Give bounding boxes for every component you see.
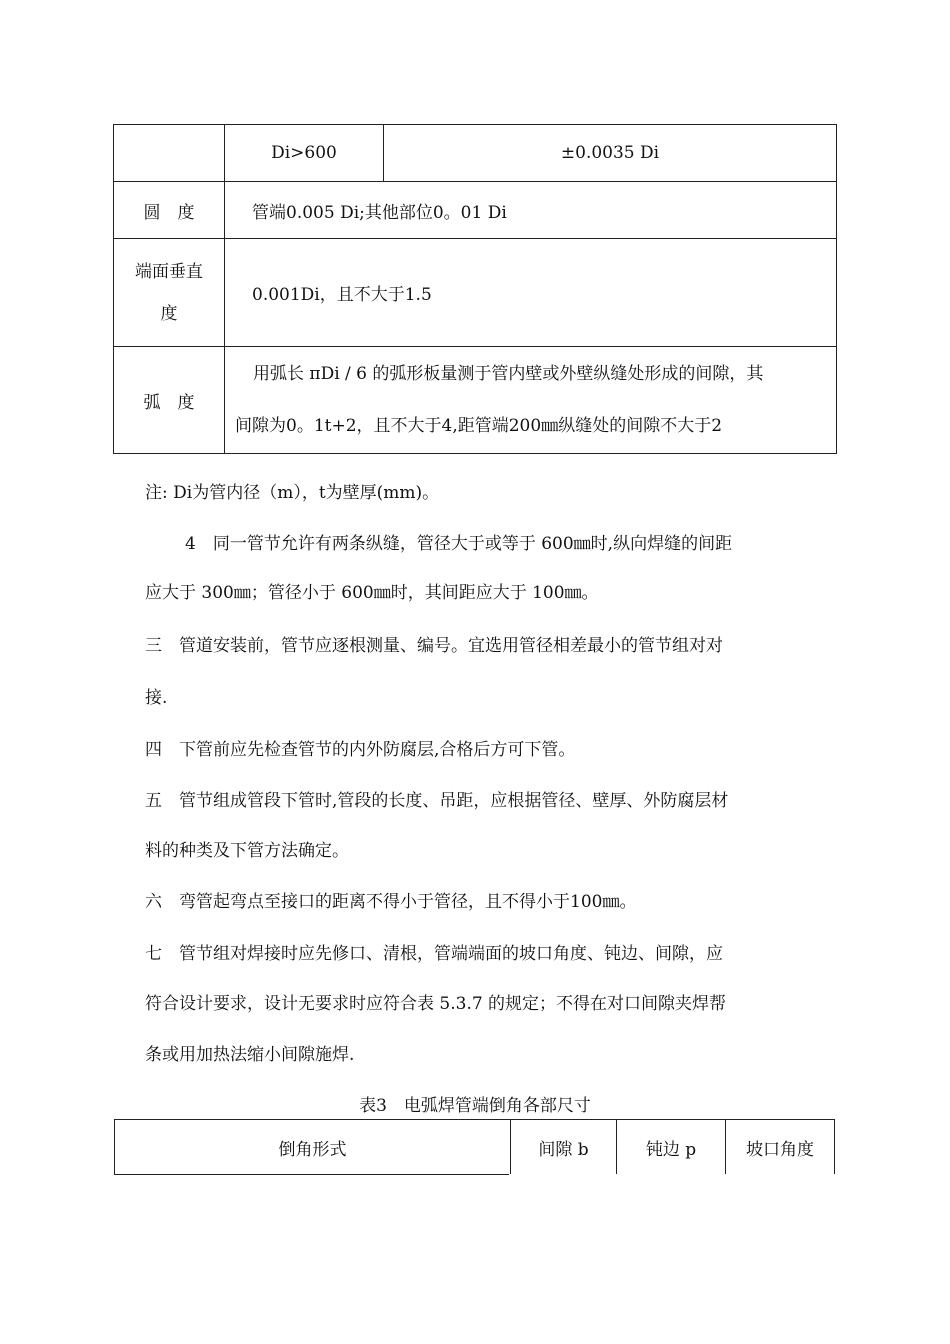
- perpendicularity-label-line2: 度: [160, 303, 178, 324]
- paragraph-four: 四 下管前应先检查管节的内外防腐层,合格后方可下管。: [145, 740, 576, 760]
- paragraph-7-line2: 符合设计要求，设计无要求时应符合表 5.3.7 的规定；不得在对口间隙夹焊帮: [145, 994, 727, 1014]
- table-divider: [114, 1174, 509, 1175]
- roundness-value: 管端0.005 Di;其他部位0。01 Di: [225, 182, 837, 239]
- tolerance-table: [113, 124, 837, 454]
- perpendicularity-value: 0.001Di，且不大于1.5: [225, 239, 837, 347]
- perpendicularity-label: [114, 239, 225, 347]
- curvature-value: [225, 347, 837, 454]
- header-gap: 间隙 b: [511, 1120, 617, 1175]
- diameter-condition-cell: Di>600: [225, 125, 384, 182]
- diameter-tolerance-cell: ±0.0035 Di: [384, 125, 837, 182]
- paragraph-7-line3: 条或用加热法缩小间隙施焊.: [145, 1045, 355, 1065]
- paragraph-4-line2: 应大于 300㎜；管径小于 600㎜时，其间距应大于 100㎜。: [145, 583, 599, 603]
- roundness-label: 圆 度: [114, 182, 225, 239]
- curvature-line1: 用弧长 πDi / 6 的弧形板量测于管内壁或外壁纵缝处形成的间隙，其: [253, 364, 764, 384]
- paragraph-3-line2: 接.: [145, 688, 168, 708]
- paragraph-4-line1: 4 同一管节允许有两条纵缝，管径大于或等于 600㎜时,纵向焊缝的间距: [185, 534, 733, 554]
- table-caption: 表3 电弧焊管端倒角各部尺寸: [359, 1096, 591, 1116]
- paragraph-7-line1: 七 管节组对焊接时应先修口、清根，管端端面的坡口角度、钝边、间隙，应: [145, 944, 723, 964]
- header-bevel-form: 倒角形式: [115, 1120, 511, 1175]
- bevel-table: [114, 1119, 835, 1174]
- table-header-row: [115, 1120, 835, 1175]
- table-row: [114, 239, 837, 347]
- paragraph-5-line1: 五 管节组成管段下管时,管段的长度、吊距，应根据管径、壁厚、外防腐层材: [145, 791, 729, 811]
- paragraph-6: 六 弯管起弯点至接口的距离不得小于管径，且不得小于100㎜。: [145, 892, 637, 912]
- table-row: [114, 182, 837, 239]
- table-row: [114, 125, 837, 182]
- paragraph-5-line2: 料的种类及下管方法确定。: [145, 841, 349, 861]
- header-root-face: 钝边 p: [617, 1120, 726, 1175]
- table-cell-empty: [114, 125, 225, 182]
- table-note: 注: Di为管内径（m），t为壁厚(mm)。: [145, 483, 440, 503]
- header-bevel-angle: 坡口角度: [726, 1120, 835, 1175]
- perpendicularity-label-line1: 端面垂直: [135, 261, 203, 282]
- curvature-label: 弧 度: [114, 347, 225, 454]
- paragraph-3-line1: 三 管道安装前，管节应逐根测量、编号。宜选用管径相差最小的管节组对对: [145, 636, 723, 656]
- curvature-line2: 间隙为0。1t+2，且不大于4,距管端200㎜纵缝处的间隙不大于2: [235, 416, 723, 436]
- table-row: [114, 347, 837, 454]
